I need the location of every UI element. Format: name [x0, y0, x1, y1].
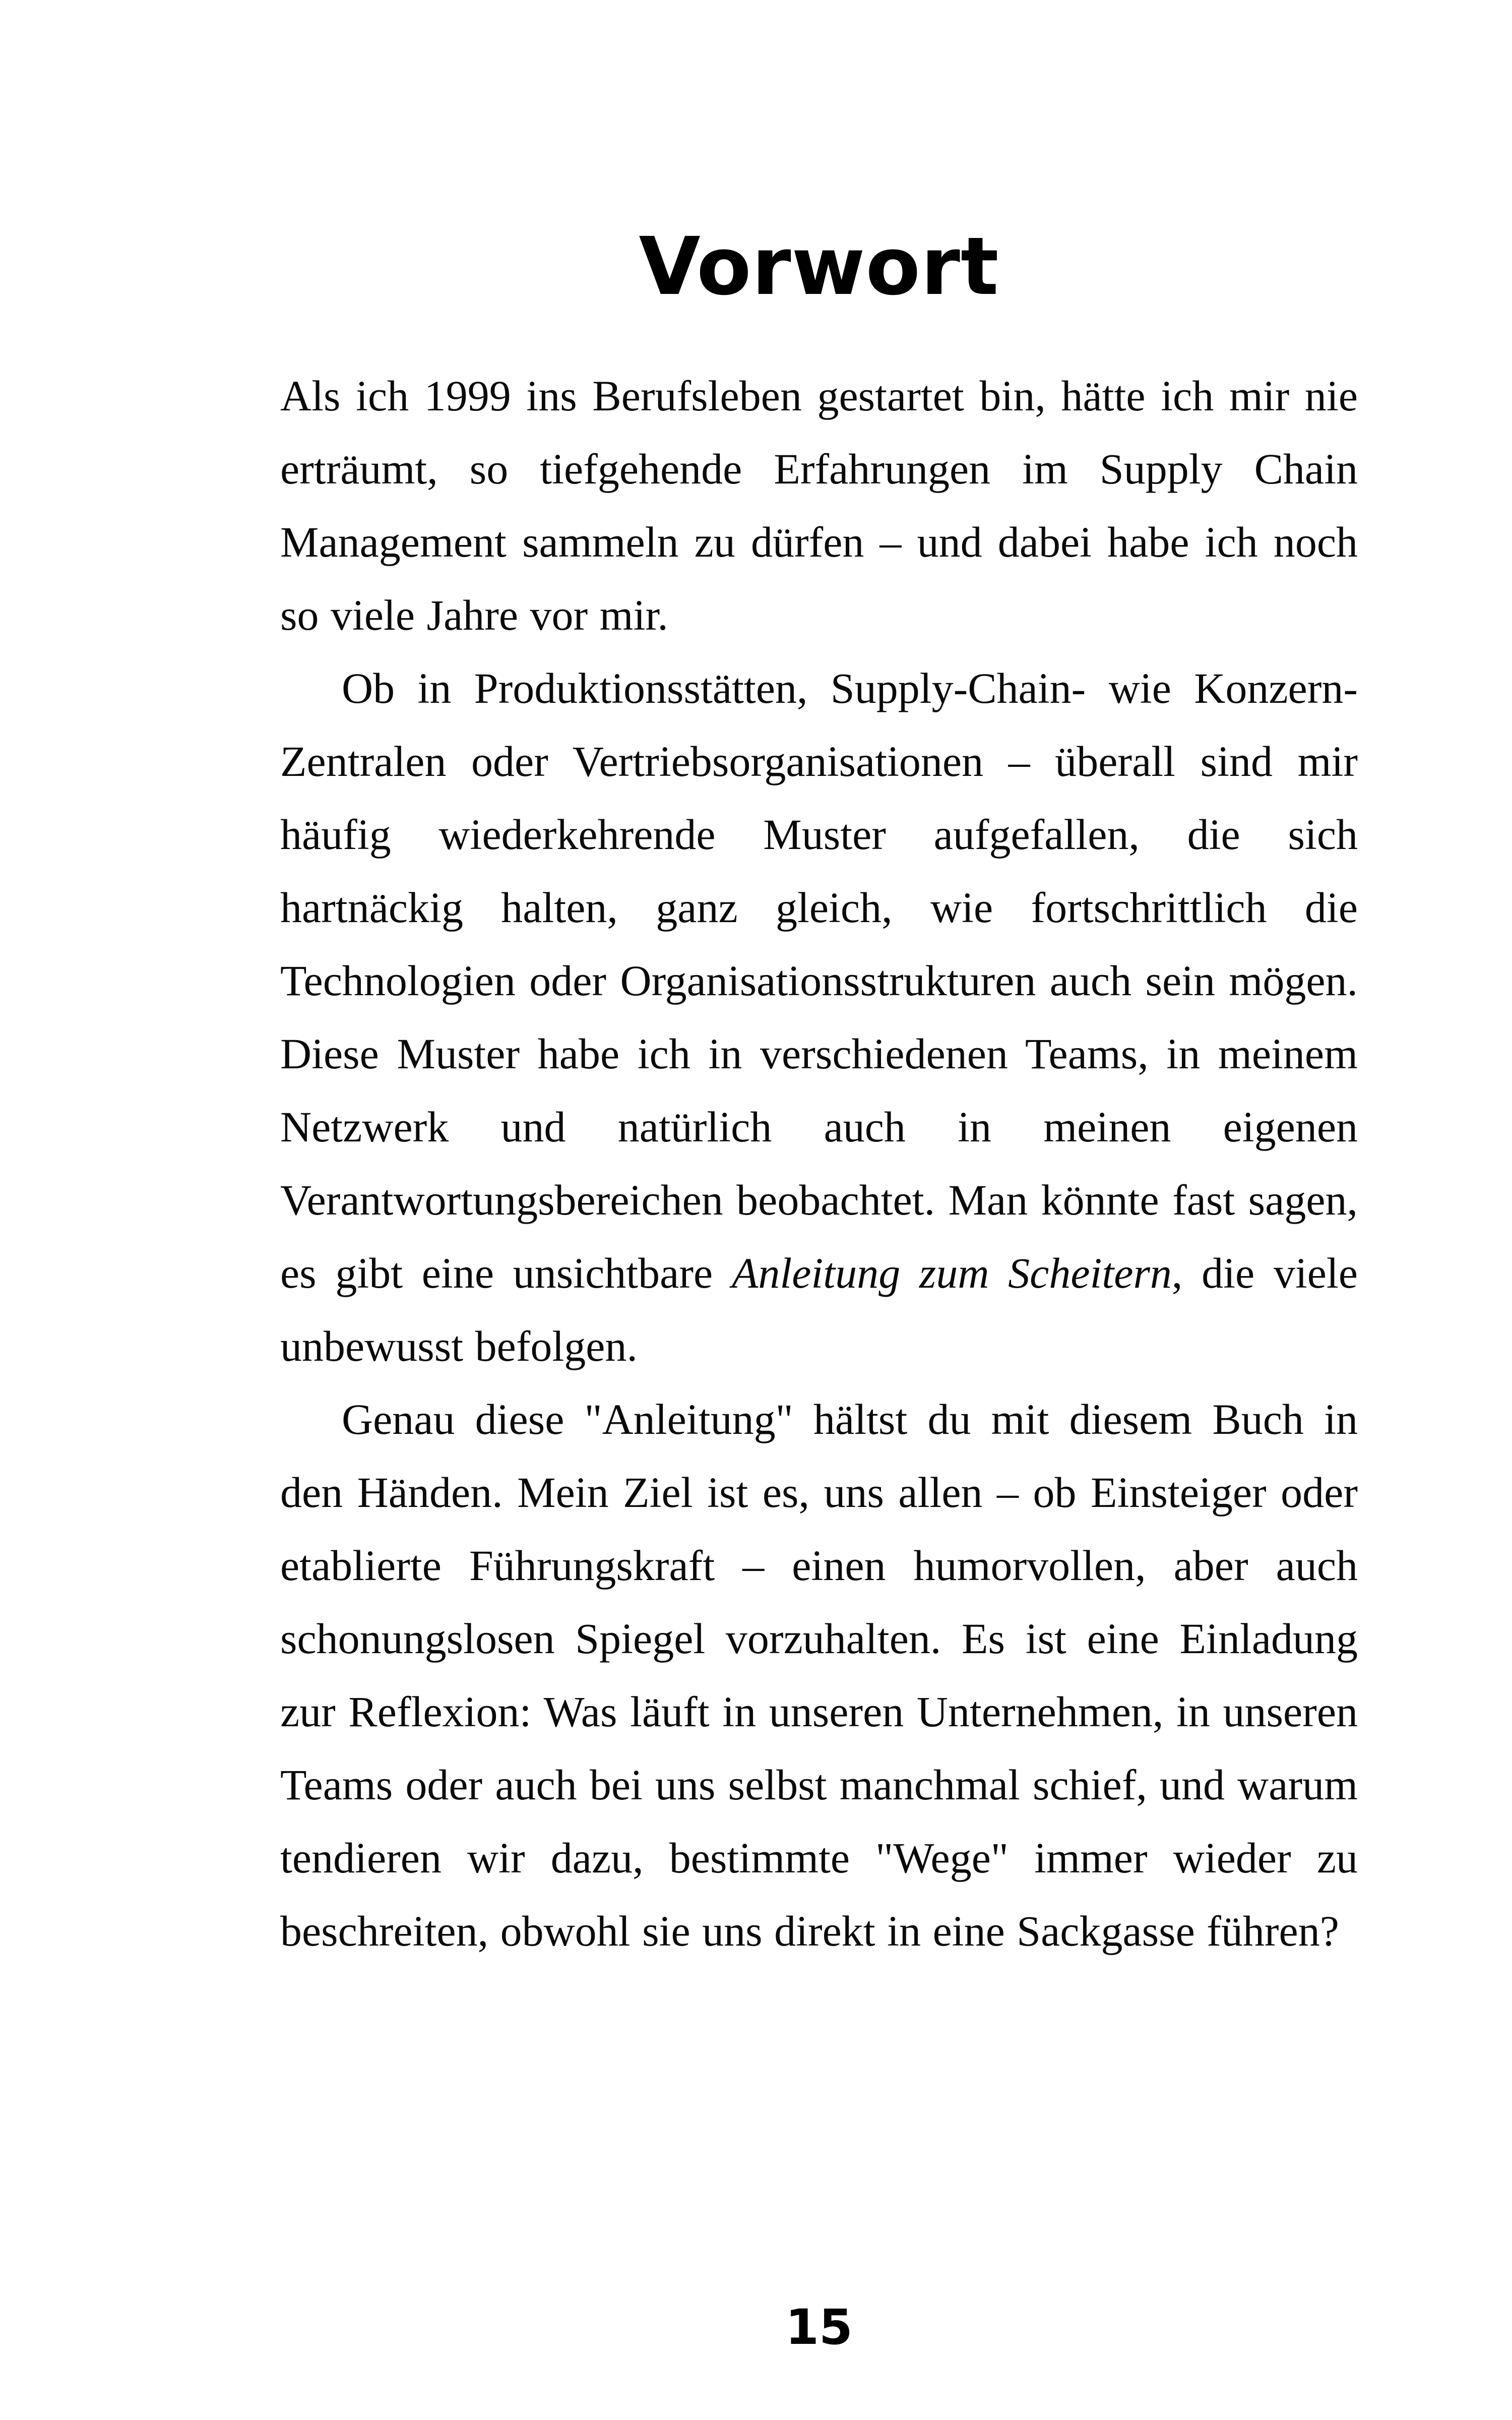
- text-run: Genau diese "Anleitung" hältst du mit diesem Buch in den Händen. Mein Ziel ist es, uns allen – ob Einsteiger oder etablierte Führungskraft – einen humorvollen, aber auch schonungslosen Spiegel vorzuhalten. Es ist eine Einladung zur Reflexion: Was läuft in unseren Unternehmen, in unseren Teams oder auch bei uns selbst manchmal schief, und warum tendieren wir dazu, bestimmte "Wege" immer wieder zu beschreiten, obwohl sie uns direkt in eine Sackgasse führen?: [280, 1395, 1358, 1955]
- page-title: Vorwort: [639, 220, 999, 313]
- page-number: 15: [785, 2299, 853, 2355]
- text-run: , die viele unbewusst befolgen.: [280, 1249, 1358, 1370]
- paragraph: [280, 652, 1358, 1383]
- paragraph: [280, 1383, 1358, 1968]
- text-run: Ob in Produktionsstätten, Supply-Chain- wie Konzern-Zentralen oder Vertriebsorganisationen – überall sind mir häufig wiederkehrende Muster aufgefallen, die sich hartnäckig halten, ganz gleich, wie fortschrittlich die Technologien oder Organisationsstrukturen auch sein mögen. Diese Muster habe ich in verschiedenen Teams, in meinem Netzwerk und natürlich auch in meinen eigenen Verantwortungsbereichen beobachtet. Man könnte fast sagen, es gibt eine unsichtbare: [280, 664, 1358, 1297]
- paragraph: [280, 359, 1358, 652]
- text-run: Als ich 1999 ins Berufsleben gestartet bin, hätte ich mir nie erträumt, so tiefgehende Erfahrungen im Supply Chain Management sammeln zu dürfen – und dabei habe ich noch so viele Jahre vor mir.: [280, 372, 1358, 639]
- page-body: [280, 359, 1358, 1968]
- italic-text-run: Anleitung zum Scheitern: [731, 1249, 1172, 1297]
